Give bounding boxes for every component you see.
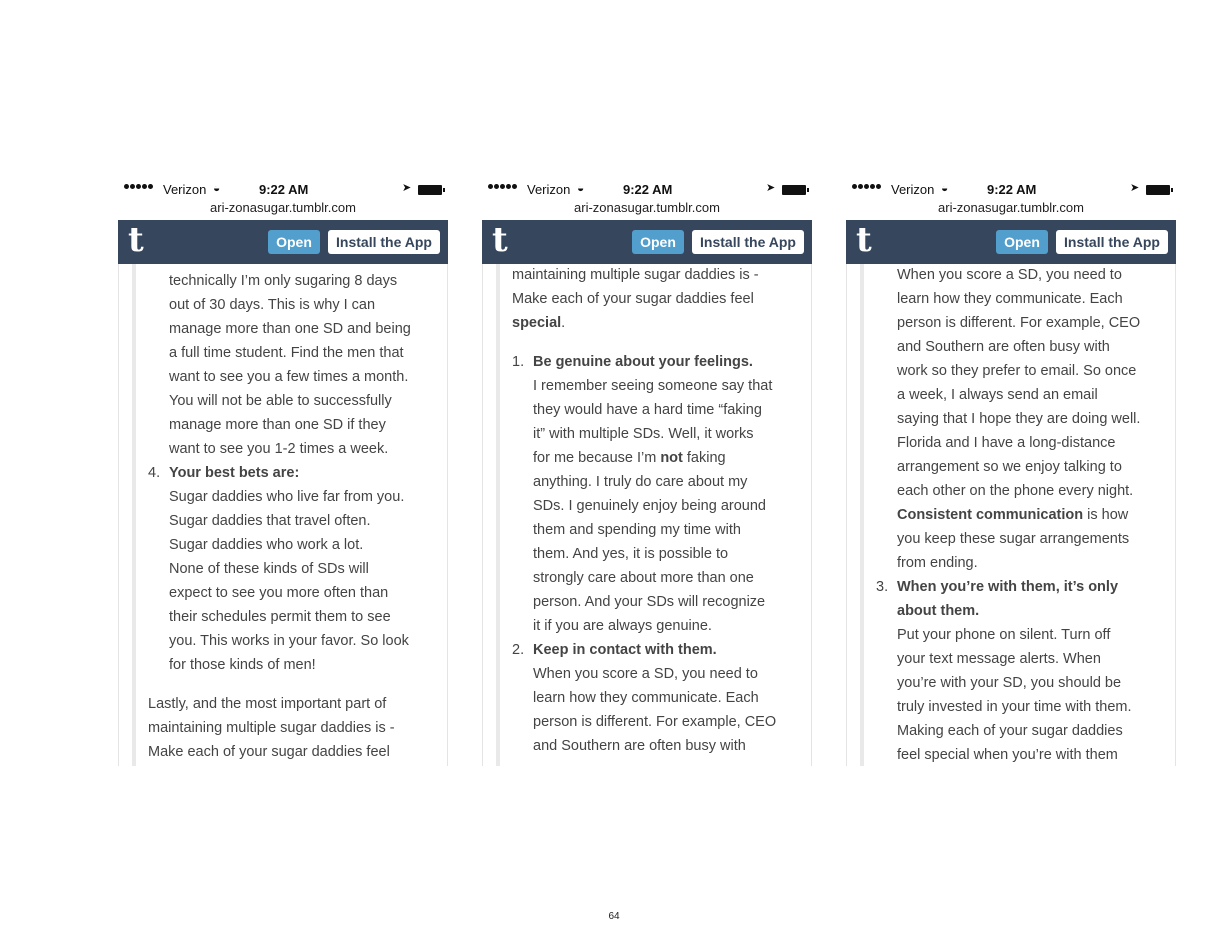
text-line: a week, I always send an email [897,387,1098,403]
signal-icon [852,184,881,189]
text-line [876,503,1166,527]
text-line: out of 30 days. This is why I can [169,297,376,313]
tumblr-logo-icon[interactable]: t [128,220,144,260]
text-line: You will not be able to successfully [169,393,392,409]
text-line: them. And yes, it is possible to [533,546,729,562]
text-line: and Southern are often busy with [533,738,746,754]
battery-icon [782,185,806,195]
text-line: it if you are always genuine. [533,618,712,634]
text-line: learn how they communicate. Each [533,690,759,706]
list-number: 2. [512,642,525,658]
list-item-title: When you’re with them, it’s only [897,579,1119,595]
text-line: want to see you a few times a month. [169,369,409,385]
install-app-button[interactable]: Install the App [328,230,440,254]
page-border [118,264,119,766]
text-line: and Southern are often busy with [897,339,1110,355]
tumblr-logo-icon[interactable]: t [856,220,872,260]
list-number: 3. [876,579,889,595]
text-line: them and spending my time with [533,522,741,538]
text-line: for those kinds of men! [169,657,316,673]
text-line: When you score a SD, you need to [533,666,758,682]
status-bar [118,179,448,199]
list-item-title: about them. [897,603,980,619]
text-line: it” with multiple SDs. Well, it works [533,426,754,442]
list-item-heading [512,350,802,374]
status-time: 9:22 AM [987,182,1037,197]
tumblr-app-bar [118,220,448,264]
signal-icon [124,184,153,189]
text-line: learn how they communicate. Each [897,291,1123,307]
text-line: Sugar daddies who work a lot. [169,537,364,553]
text-line: arrangement so we enjoy talking to [897,459,1122,475]
battery-icon [418,185,442,195]
post-content [876,263,1166,766]
text-line: you keep these sugar arrangements [897,531,1130,547]
text-line: maintaining multiple sugar daddies is - [512,267,759,283]
phone-screenshot-3 [846,179,1176,766]
text-line: When you score a SD, you need to [897,267,1122,283]
location-arrow-icon: ➤ [1130,182,1140,194]
text-line: your text message alerts. When [897,651,1101,667]
page-border [482,264,483,766]
battery-icon [1146,185,1170,195]
text-line: person. And your SDs will recognize [533,594,766,610]
text-line: Sugar daddies that travel often. [169,513,371,529]
text-line [512,311,802,335]
url-bar[interactable]: ari-zonasugar.tumblr.com [210,200,356,215]
signal-icon [488,184,517,189]
text-line: Make each of your sugar daddies feel [148,744,390,760]
page-border [447,264,448,766]
text-line: Making each of your sugar daddies [897,723,1123,739]
page-border [1175,264,1176,766]
page-number: 64 [608,911,620,922]
text-line: they would have a hard time “faking [533,402,762,418]
tumblr-app-bar [482,220,812,264]
text-line: each other on the phone every night. [897,483,1134,499]
blockquote-bar [132,264,136,766]
bold-text: special [512,315,562,331]
list-number: 1. [512,354,525,370]
blockquote-bar [496,264,500,766]
post-content [148,269,438,764]
list-item-heading [512,638,802,662]
open-button[interactable]: Open [996,230,1048,254]
text-line [512,446,802,470]
text-line: None of these kinds of SDs will [169,561,369,577]
status-bar [482,179,812,199]
text-line: maintaining multiple sugar daddies is - [148,720,395,736]
phone-screenshot-2 [482,179,812,766]
text-line: their schedules permit them to see [169,609,391,625]
wifi-icon: ◒ [577,181,585,195]
bold-text: not [660,450,683,466]
list-item-title: Your best bets are: [169,465,300,481]
url-bar[interactable]: ari-zonasugar.tumblr.com [938,200,1084,215]
text-line: truly invested in your time with them. [897,699,1132,715]
wifi-icon: ◒ [941,181,949,195]
text-line: I remember seeing someone say that [533,378,773,394]
tumblr-logo-icon[interactable]: t [492,220,508,260]
text-line: want to see you 1-2 times a week. [169,441,389,457]
open-button[interactable]: Open [632,230,684,254]
list-item-title: Be genuine about your feelings. [533,354,753,370]
bold-text: Consistent communication [897,507,1084,523]
text-fragment: . [561,315,566,331]
text-line: anything. I truly do care about my [533,474,748,490]
text-line: work so they prefer to email. So once [897,363,1137,379]
text-line: you’re with your SD, you should be [897,675,1122,691]
text-line: manage more than one SD if they [169,417,386,433]
text-line: person is different. For example, CEO [897,315,1141,331]
text-line: a full time student. Find the men that [169,345,404,361]
status-time: 9:22 AM [623,182,673,197]
carrier-label: Verizon [163,182,207,197]
text-line: manage more than one SD and being [169,321,411,337]
text-line: saying that I hope they are doing well. [897,411,1141,427]
location-arrow-icon: ➤ [402,182,412,194]
text-line: Florida and I have a long-distance [897,435,1116,451]
url-bar[interactable]: ari-zonasugar.tumblr.com [574,200,720,215]
text-line: you. This works in your favor. So look [169,633,409,649]
tumblr-app-bar [846,220,1176,264]
text-fragment: faking [682,450,726,466]
wifi-icon: ◒ [213,181,221,195]
text-line: strongly care about more than one [533,570,754,586]
install-app-button[interactable]: Install the App [692,230,804,254]
text-line: SDs. I genuinely enjoy being around [533,498,766,514]
post-content [512,263,802,758]
text-line: expect to see you more often than [169,585,389,601]
list-item-title: Keep in contact with them. [533,642,717,658]
carrier-label: Verizon [891,182,935,197]
text-line [876,599,1166,623]
text-line: Make each of your sugar daddies feel [512,291,754,307]
phone-screenshot-1 [118,179,448,766]
text-fragment: for me because I’m [533,450,661,466]
carrier-label: Verizon [527,182,571,197]
text-line: feel special when you’re with them [897,747,1118,763]
open-button[interactable]: Open [268,230,320,254]
blockquote-bar [860,264,864,766]
page-border [846,264,847,766]
list-number: 4. [148,465,161,481]
page-border [811,264,812,766]
status-time: 9:22 AM [259,182,309,197]
list-item-heading [876,575,1166,599]
text-line: technically I’m only sugaring 8 days [169,273,398,289]
install-app-button[interactable]: Install the App [1056,230,1168,254]
location-arrow-icon: ➤ [766,182,776,194]
text-line: person is different. For example, CEO [533,714,777,730]
text-line: from ending. [897,555,978,571]
text-fragment: is how [1083,507,1129,523]
list-item-heading [148,461,438,485]
text-line: Put your phone on silent. Turn off [897,627,1111,643]
status-bar [846,179,1176,199]
text-line: Lastly, and the most important part of [148,696,387,712]
text-line: Sugar daddies who live far from you. [169,489,405,505]
